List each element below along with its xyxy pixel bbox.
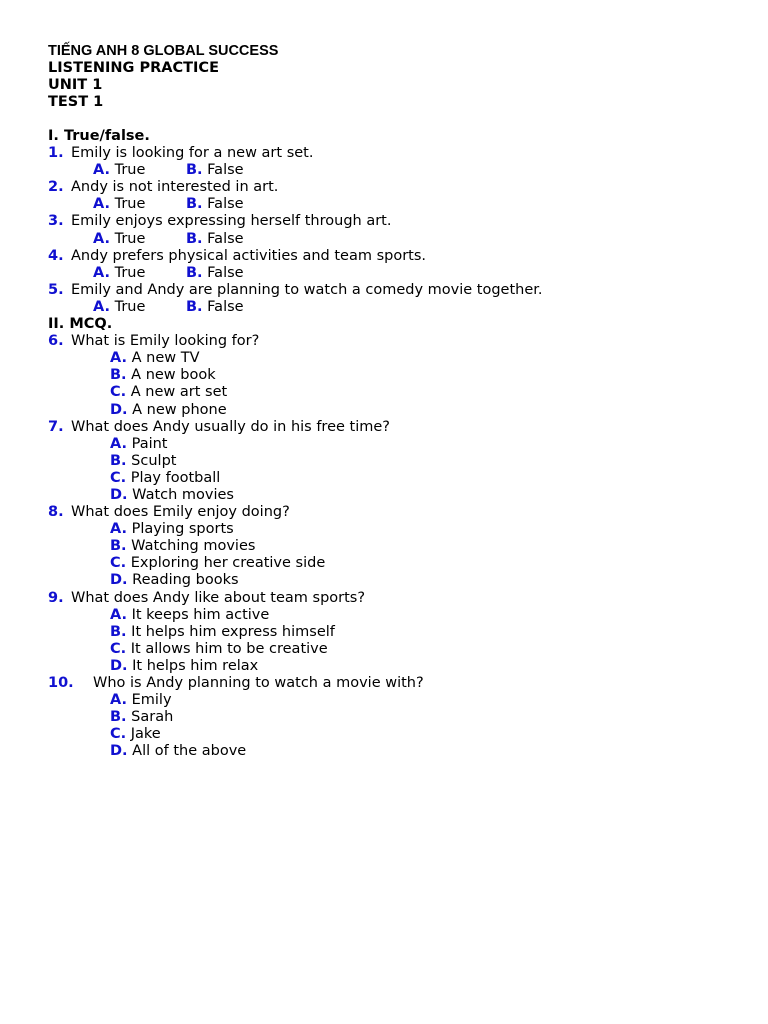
document-page: [48, 43, 748, 760]
option-text: True: [114, 196, 146, 213]
answer-option[interactable]: [48, 436, 748, 453]
option-letter: C.: [110, 640, 127, 657]
section-heading-mcq: II. MCQ.: [48, 316, 113, 333]
option-text: False: [207, 230, 244, 247]
question-number: 3.: [48, 213, 64, 230]
option-letter: C.: [110, 726, 127, 743]
option-letter: C.: [110, 384, 127, 401]
section-heading-true-false: I. True/false.: [48, 128, 150, 144]
question-number: 1.: [48, 145, 64, 162]
option-text: Play football: [130, 469, 221, 486]
option-text: False: [207, 162, 244, 179]
answer-option[interactable]: [48, 743, 748, 760]
option-text: Emily: [131, 692, 172, 709]
question-item: [48, 590, 748, 607]
option-text: True: [114, 264, 146, 281]
option-text: False: [207, 196, 244, 213]
question-number: 5.: [48, 281, 64, 298]
spacer: [48, 111, 748, 128]
option-text: Watching movies: [131, 538, 256, 555]
option-text: Jake: [130, 726, 161, 743]
answer-option[interactable]: [48, 367, 748, 384]
question-item: [48, 145, 748, 162]
answer-option[interactable]: [48, 384, 748, 401]
option-letter: B.: [110, 538, 127, 555]
question-item: [48, 419, 748, 436]
option-letter: A.: [110, 606, 127, 623]
question-text: Emily and Andy are planning to watch a comedy movie together.: [71, 281, 543, 298]
question-item: [48, 504, 748, 521]
option-true[interactable]: [93, 231, 186, 248]
option-true[interactable]: [93, 162, 186, 179]
answer-options: [48, 265, 748, 282]
answer-options: [48, 162, 748, 179]
option-letter: B.: [186, 264, 203, 281]
option-letter: D.: [110, 657, 128, 674]
question-number: 10.: [48, 675, 74, 691]
question-text: What is Emily looking for?: [71, 333, 260, 350]
option-text: Exploring her creative side: [130, 555, 326, 572]
question-number: 4.: [48, 247, 64, 264]
question-item: [48, 333, 748, 350]
answer-option[interactable]: [48, 402, 748, 419]
option-text: It allows him to be creative: [130, 640, 328, 657]
answer-options: [48, 231, 748, 248]
option-letter: B.: [110, 709, 127, 726]
option-text: All of the above: [132, 743, 247, 760]
answer-option[interactable]: [48, 350, 748, 367]
option-letter: D.: [110, 572, 128, 589]
option-letter: B.: [186, 230, 203, 247]
option-false[interactable]: [186, 299, 244, 316]
document-subtitle: LISTENING PRACTICE: [48, 60, 219, 76]
question-text: What does Andy like about team sports?: [71, 589, 366, 606]
answer-option[interactable]: [48, 709, 748, 726]
option-text: A new TV: [131, 350, 200, 367]
option-letter: B.: [186, 298, 203, 315]
mcq-list: [48, 333, 748, 760]
option-letter: A.: [93, 162, 110, 179]
option-text: False: [207, 298, 244, 315]
option-letter: A.: [93, 264, 110, 281]
question-number: 7.: [48, 418, 64, 435]
answer-option[interactable]: [48, 487, 748, 504]
question-text: Emily is looking for a new art set.: [71, 145, 314, 162]
option-letter: C.: [110, 555, 127, 572]
option-text: A new art set: [130, 384, 228, 401]
option-letter: A.: [93, 298, 110, 315]
answer-option[interactable]: [48, 658, 748, 675]
question-item: [48, 282, 748, 299]
option-letter: A.: [110, 692, 127, 709]
option-text: True: [114, 298, 146, 315]
option-letter: B.: [110, 452, 127, 469]
option-text: True: [114, 230, 146, 247]
question-item: [48, 248, 748, 265]
option-text: It keeps him active: [131, 606, 270, 623]
option-letter: A.: [110, 435, 127, 452]
question-number: 2.: [48, 179, 64, 196]
option-false[interactable]: [186, 231, 244, 248]
question-number: 9.: [48, 589, 64, 606]
option-text: False: [207, 264, 244, 281]
answer-option[interactable]: [48, 521, 748, 538]
unit-label: UNIT 1: [48, 77, 103, 93]
option-letter: D.: [110, 743, 128, 760]
option-letter: A.: [110, 350, 127, 367]
test-label: TEST 1: [48, 94, 104, 110]
option-true[interactable]: [93, 299, 186, 316]
option-letter: B.: [110, 623, 127, 640]
answer-option[interactable]: [48, 470, 748, 487]
document-title: TIẾNG ANH 8 GLOBAL SUCCESS: [48, 43, 279, 59]
option-letter: B.: [186, 196, 203, 213]
option-text: Paint: [131, 435, 168, 452]
question-text: Andy is not interested in art.: [71, 179, 279, 196]
option-letter: D.: [110, 401, 128, 418]
answer-options: [48, 196, 748, 213]
answer-option[interactable]: [48, 555, 748, 572]
answer-options: [48, 299, 748, 316]
true-false-list: [48, 145, 748, 316]
option-letter: A.: [93, 230, 110, 247]
option-letter: D.: [110, 486, 128, 503]
question-item: [48, 213, 748, 230]
question-number: 8.: [48, 504, 64, 521]
question-text: Andy prefers physical activities and team sports.: [71, 247, 427, 264]
answer-option[interactable]: [48, 726, 748, 743]
option-text: True: [114, 162, 146, 179]
answer-option[interactable]: [48, 692, 748, 709]
option-text: Sculpt: [131, 452, 177, 469]
option-text: It helps him relax: [132, 657, 259, 674]
option-true[interactable]: [93, 265, 186, 282]
option-letter: B.: [110, 367, 127, 384]
option-text: A new book: [131, 367, 216, 384]
question-item: [48, 675, 748, 692]
option-false[interactable]: [186, 162, 244, 179]
option-letter: A.: [110, 521, 127, 538]
option-false[interactable]: [186, 196, 244, 213]
option-letter: B.: [186, 162, 203, 179]
option-text: Reading books: [132, 572, 239, 589]
question-text: Emily enjoys expressing herself through art.: [71, 213, 392, 230]
option-letter: A.: [93, 196, 110, 213]
question-text: Who is Andy planning to watch a movie with?: [93, 675, 424, 691]
option-text: Playing sports: [131, 521, 234, 538]
answer-option[interactable]: [48, 453, 748, 470]
question-item: [48, 179, 748, 196]
option-text: Watch movies: [132, 486, 234, 503]
option-true[interactable]: [93, 196, 186, 213]
question-text: What does Andy usually do in his free time?: [71, 418, 390, 435]
option-text: A new phone: [132, 401, 227, 418]
question-text: What does Emily enjoy doing?: [71, 504, 290, 521]
answer-option[interactable]: [48, 624, 748, 641]
option-text: Sarah: [131, 709, 174, 726]
answer-option[interactable]: [48, 607, 748, 624]
answer-option[interactable]: [48, 538, 748, 555]
option-letter: C.: [110, 469, 127, 486]
option-text: It helps him express himself: [131, 623, 335, 640]
answer-option[interactable]: [48, 572, 748, 589]
answer-option[interactable]: [48, 641, 748, 658]
option-false[interactable]: [186, 265, 244, 282]
question-number: 6.: [48, 333, 64, 350]
